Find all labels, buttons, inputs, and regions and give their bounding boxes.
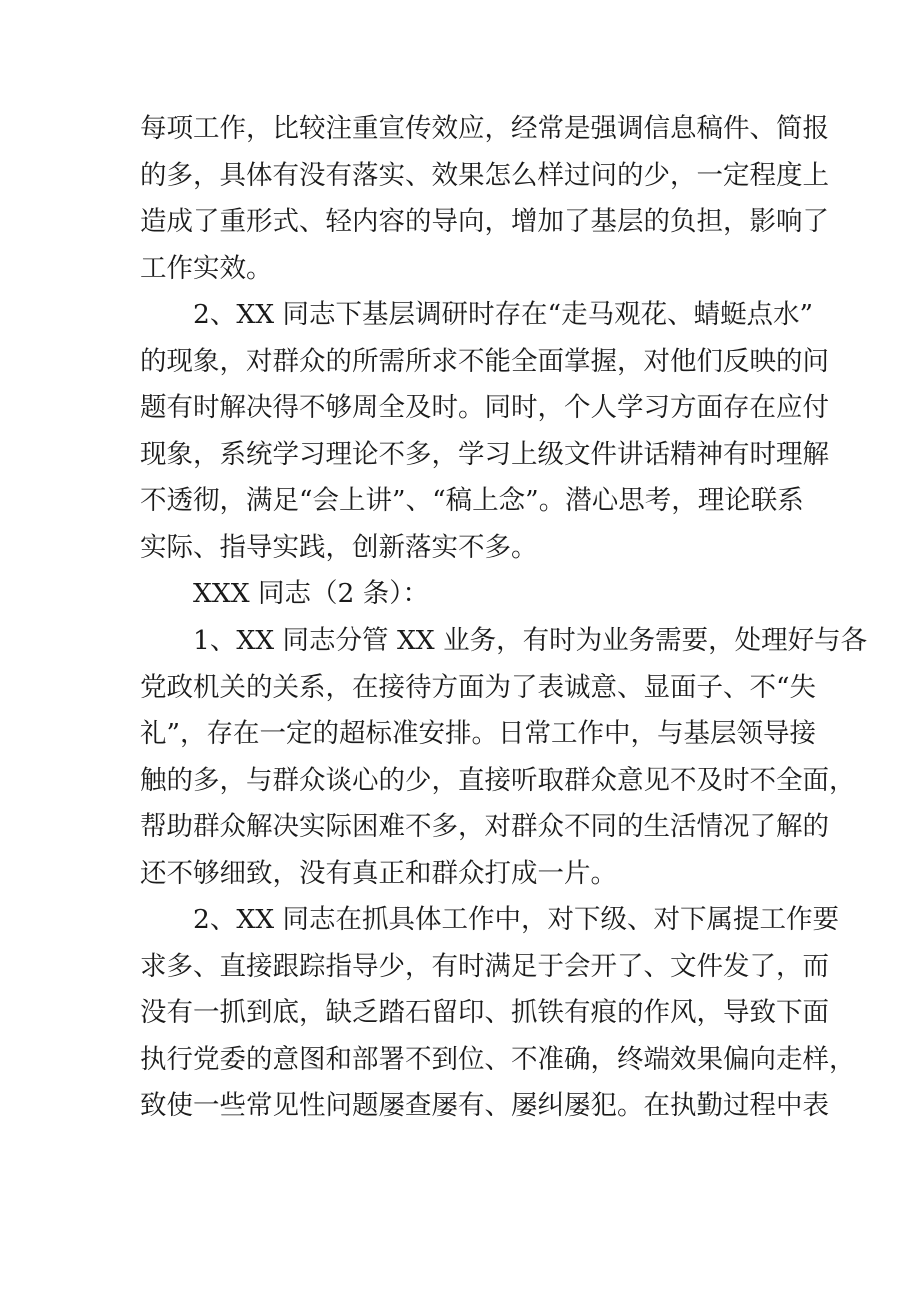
- text-line: 的多，具体有没有落实、效果怎么样过问的少，一定程度上: [140, 159, 829, 191]
- text-line: 党政机关的关系，在接待方面为了表诚意、显面子、不“失: [140, 671, 817, 703]
- text-line: 不透彻，满足“会上讲”、“稿上念”。潜心思考，理论联系: [140, 485, 804, 517]
- text-line: 造成了重形式、轻内容的导向，增加了基层的负担，影响了: [140, 206, 829, 238]
- text-line: 的现象，对群众的所需所求不能全面掌握，对他们反映的问: [140, 345, 829, 377]
- text-line: 触的多，与群众谈心的少，直接听取群众意见不及时不全面，: [140, 764, 856, 796]
- text-line: 每项工作，比较注重宣传效应，经常是强调信息稿件、简报: [140, 113, 829, 144]
- text-line: 2、XX 同志在抓具体工作中，对下级、对下属提工作要: [193, 904, 840, 936]
- text-line: 执行党委的意图和部署不到位、不准确，终端效果偏向走样，: [140, 1043, 856, 1075]
- document-body: [140, 106, 868, 1130]
- text-line: 题有时解决得不够周全及时。同时，个人学习方面存在应付: [140, 392, 829, 424]
- text-line: 实际、指导实践，创新落实不多。: [140, 531, 538, 563]
- text-line: 致使一些常见性问题屡查屡有、屡纠屡犯。在执勤过程中表: [140, 1090, 829, 1122]
- text-line: 1、XX 同志分管 XX 业务，有时为业务需要，处理好与各: [193, 625, 868, 657]
- text-line: 求多、直接跟踪指导少，有时满足于会开了、文件发了，而: [140, 950, 829, 982]
- text-line: 还不够细致，没有真正和群众打成一片。: [140, 857, 617, 889]
- section-heading: XXX 同志（2 条）：: [193, 578, 430, 610]
- text-line: 2、XX 同志下基层调研时存在“走马观花、蜻蜓点水”: [193, 299, 814, 331]
- text-line: 帮助群众解决实际困难不多，对群众不同的生活情况了解的: [140, 811, 829, 843]
- text-line: 没有一抓到底，缺乏踏石留印、抓铁有痕的作风，导致下面: [140, 997, 829, 1029]
- text-line: 现象，系统学习理论不多，学习上级文件讲话精神有时理解: [140, 438, 829, 470]
- text-line: 工作实效。: [140, 252, 273, 284]
- text-line: 礼”，存在一定的超标准安排。日常工作中，与基层领导接: [140, 718, 817, 750]
